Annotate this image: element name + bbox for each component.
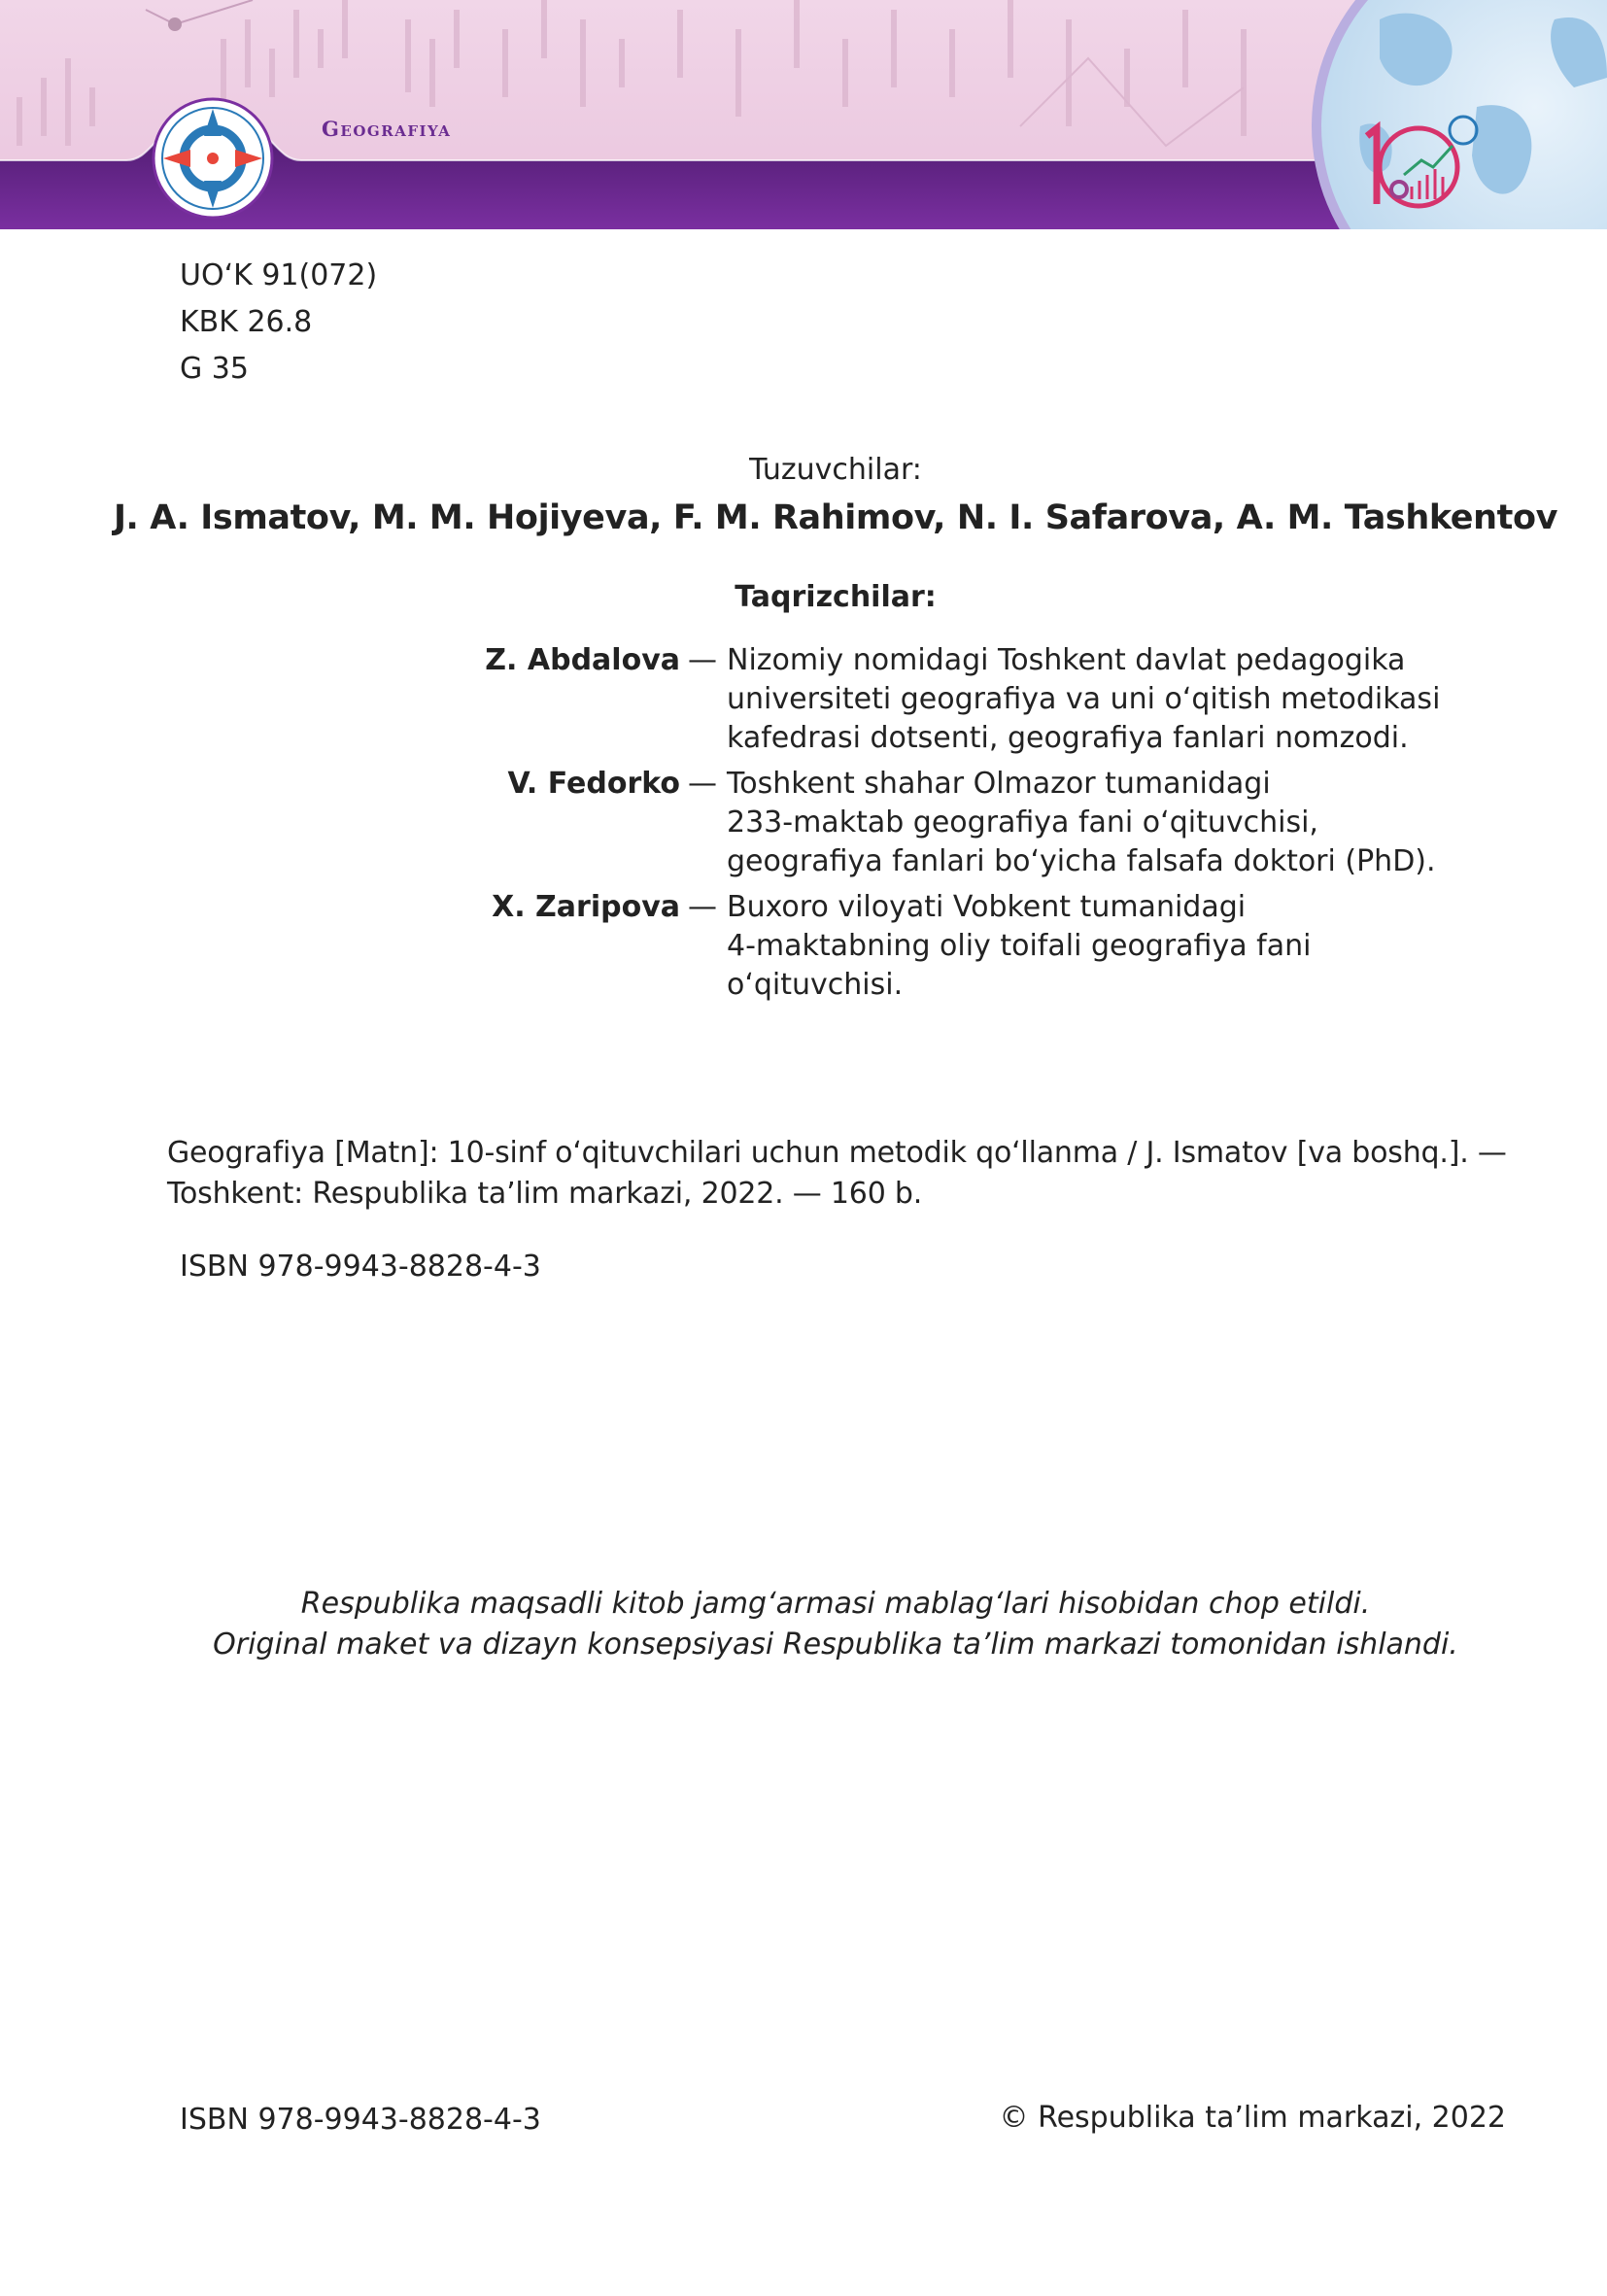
reviewer-line: Toshkent shahar Olmazor tumanidagi [727,767,1271,801]
reviewer-name: Z. Abdalova [485,643,680,677]
compass-rose-icon [152,97,274,220]
reviewers-label: Taqrizchilar: [735,580,937,614]
isbn: ISBN 978-9943-8828-4-3 [180,1250,541,1284]
reviewer-dash: — [688,643,717,677]
reviewer-line: geografiya fanlari bo‘yicha falsafa doktori (PhD). [727,844,1436,878]
bibliographic-description [167,1133,1507,1215]
reviewer-line: 4-maktabning oliy toifali geografiya fani [727,929,1312,963]
reviewer-dash: — [688,890,717,924]
reviewer-line: 233-maktab geografiya fani o‘qituvchisi, [727,805,1318,840]
reviewer-line: o‘qituvchisi. [727,968,904,1002]
reviewer-dash: — [688,767,717,801]
reviewer-line: Buxoro viloyati Vobkent tumanidagi [727,890,1247,924]
publication-note [0,1584,1607,1665]
footer-isbn: ISBN 978-9943-8828-4-3 [180,2103,541,2137]
footer-copyright: © Respublika ta’lim markazi, 2022 [999,2101,1506,2135]
reviewer-line: Nizomiy nomidagi Toshkent davlat pedagogika [727,643,1406,677]
reviewer-description [727,765,1436,881]
compilers-names: J. A. Ismatov, M. M. Hojiyeva, F. M. Rahimov, N. I. Safarova, A. M. Tashkentov [113,498,1558,537]
biblio-line: Toshkent: Respublika ta’lim markazi, 2022. — 160 b. [167,1177,923,1211]
reviewer-name: V. Fedorko [507,767,680,801]
reviewer-description [727,888,1311,1005]
note-line: Original maket va dizayn konsepsiyasi Respublika ta’lim markazi tomonidan ishlandi. [213,1628,1458,1662]
biblio-line: Geografiya [Matn]: 10-sinf o‘qituvchilari uchun metodik qo‘llanma / J. Ismatov [va boshq.]. — [167,1136,1507,1170]
reviewer-line: universiteti geografiya va uni o‘qitish metodikasi [727,682,1441,716]
note-line: Respublika maqsadli kitob jamg‘armasi mablag‘lari hisobidan chop etildi. [300,1587,1371,1621]
compilers-label: Tuzuvchilar: [749,453,922,487]
reviewer-name: X. Zaripova [492,890,680,924]
udc-code: UO‘K 91(072) [180,258,378,292]
classification-codes [180,253,377,393]
reviewer-description [727,641,1440,758]
globe-10-badge-icon [1355,107,1491,209]
bbk-code: KBK 26.8 [180,305,313,339]
page-header [0,0,1607,229]
subject-label: Geografiya [322,117,452,141]
author-mark: G 35 [180,352,249,386]
reviewer-line: kafedrasi dotsenti, geografiya fanlari nomzodi. [727,721,1409,755]
